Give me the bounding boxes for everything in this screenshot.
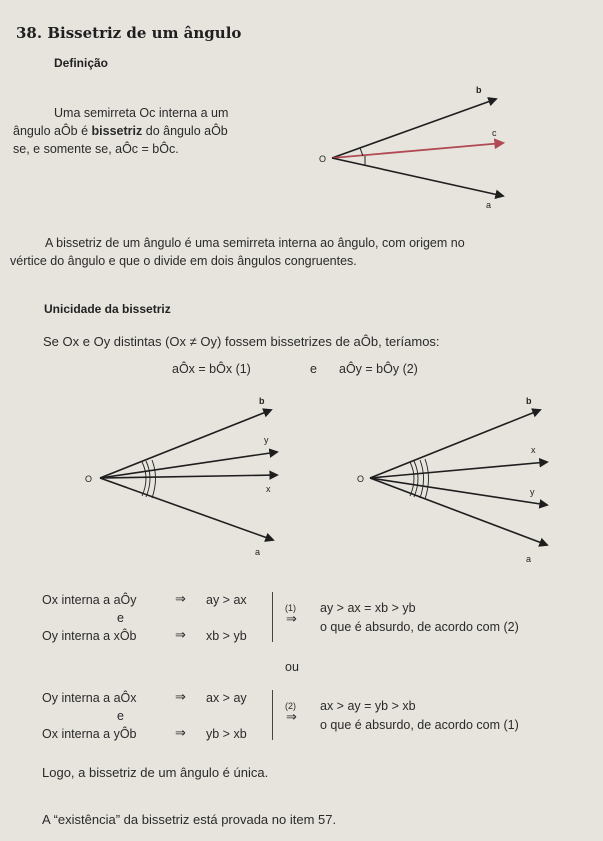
fig2-angle-arcs — [142, 460, 156, 498]
case1-row2-arrow: ⇒ — [175, 627, 186, 642]
fig3-ray-x — [370, 462, 547, 478]
case2-row1-left: Oy interna a aÔx — [42, 691, 137, 705]
fig3-label-y: y — [530, 487, 535, 497]
fig1-label-o: O — [319, 154, 327, 164]
fig2-ray-b — [100, 410, 271, 478]
case2-row2-right: yb > xb — [206, 727, 247, 741]
case1-row2-right: xb > yb — [206, 629, 247, 643]
case1-conclusion: o que é absurdo, de acordo com (2) — [320, 620, 519, 634]
fig3-label-a: a — [526, 554, 532, 564]
closing-line-1: Logo, a bissetriz de um ângulo é única. — [42, 765, 269, 780]
case1-implies-arrow: ⇒ — [286, 611, 297, 626]
case2-implies-arrow: ⇒ — [286, 709, 297, 724]
fig1-label-b: b — [476, 85, 482, 95]
definition-line-3: se, e somente se, aÔc = bÔc. — [13, 142, 179, 156]
fig3-label-o: O — [357, 474, 365, 484]
fig1-label-c: c — [492, 128, 497, 138]
case2-row2-left: Ox interna a yÔb — [42, 727, 137, 741]
fig2-label-a: a — [255, 547, 261, 557]
case2-row1-arrow: ⇒ — [175, 689, 186, 704]
case1-step-label: (1) — [285, 603, 296, 613]
case2-conclusion: o que é absurdo, de acordo com (1) — [320, 718, 519, 732]
section-title-text: Bissetriz de um ângulo — [47, 24, 242, 42]
bissetriz-term: bissetriz — [91, 124, 143, 138]
case2-row2-arrow: ⇒ — [175, 725, 186, 740]
fig3-angle-arcs — [410, 459, 429, 499]
case1-row1-left: Ox interna a aÔy — [42, 593, 137, 607]
fig2-label-x: x — [266, 484, 271, 494]
fig3-ray-a — [370, 478, 547, 545]
fig3-label-b: b — [526, 396, 532, 406]
definition-heading: Definição — [54, 56, 109, 70]
definition-line-2: ângulo aÔb é bissetriz do ângulo aÔb — [13, 124, 228, 138]
case1-row1-right: ay > ax — [206, 593, 247, 607]
case1-row2-left: Oy interna a xÔb — [42, 629, 137, 643]
case1-row1-arrow: ⇒ — [175, 591, 186, 606]
case1-brace — [268, 592, 273, 642]
or-separator: ou — [285, 660, 299, 674]
equation-2: aÔy = bÔy (2) — [339, 362, 418, 376]
case2-row1-right: ax > ay — [206, 691, 247, 705]
paragraph-line-1: A bissetriz de um ângulo é uma semirreta interna ao ângulo, com origem no — [45, 236, 465, 250]
case2-connector: e — [117, 709, 124, 723]
case2-step-label: (2) — [285, 701, 296, 711]
case1-chain: ay > ax = xb > yb — [320, 601, 416, 615]
fig2-ray-a — [100, 478, 273, 540]
fig2-label-b: b — [259, 396, 265, 406]
fig3-ray-b — [370, 410, 540, 478]
uniqueness-heading: Unicidade da bissetriz — [44, 302, 171, 316]
section-number: 38. — [16, 24, 43, 42]
fig2-label-y: y — [264, 435, 269, 445]
case1-connector: e — [117, 611, 124, 625]
paragraph-line-2: vértice do ângulo e que o divide em dois ângulos congruentes. — [10, 254, 357, 268]
definition-line-1: Uma semirreta Oc interna a um — [54, 106, 229, 120]
fig3-label-x: x — [531, 445, 536, 455]
fig3-ray-y — [370, 478, 547, 505]
fig1-label-a: a — [486, 200, 492, 210]
equation-1: aÔx = bÔx (1) — [172, 362, 251, 376]
equation-conj: e — [310, 362, 317, 376]
case2-brace — [268, 690, 273, 740]
fig2-ray-x — [100, 475, 277, 478]
fig2-ray-y — [100, 452, 277, 478]
closing-line-2: A “existência” da bissetriz está provada no item 57. — [42, 812, 337, 827]
case2-chain: ax > ay = yb > xb — [320, 699, 416, 713]
uniqueness-intro: Se Ox e Oy distintas (Ox ≠ Oy) fossem bissetrizes de aÔb, teríamos: — [43, 334, 440, 349]
fig2-label-o: O — [85, 474, 93, 484]
